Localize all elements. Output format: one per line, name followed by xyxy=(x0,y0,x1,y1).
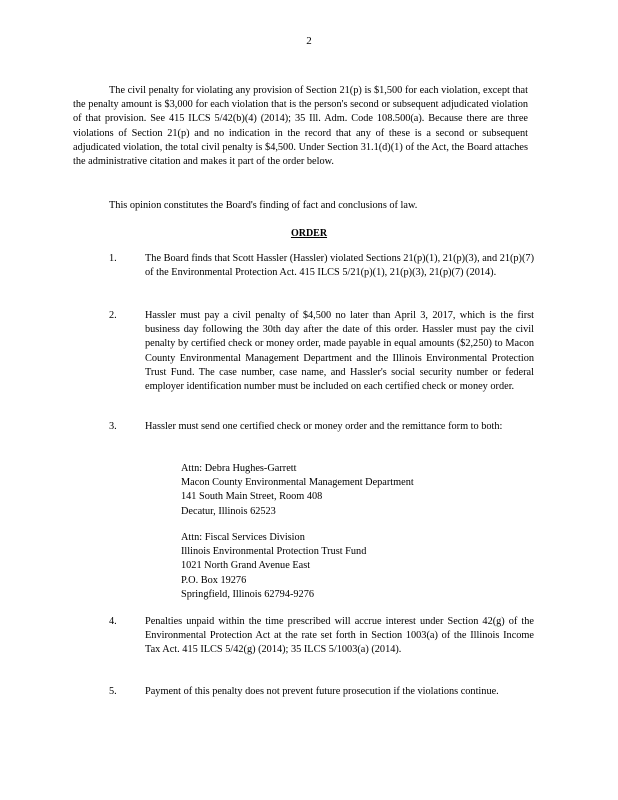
item-number: 2. xyxy=(109,310,117,321)
item-text: Penalties unpaid within the time prescribed will accrue interest under Section 42(g) of the Environmental Protection Act at the rate set forth in Section 1003(a) of the Illinois Income Tax Act. 415 ILCS 5/42(g) (2014); 35 ILCS 5/1003(a) (2014). xyxy=(145,616,534,656)
address-line: Macon County Environmental Management Department xyxy=(181,477,414,489)
item-text: Payment of this penalty does not prevent future prosecution if the violations continue. xyxy=(145,686,499,697)
address-block-macon xyxy=(181,462,414,519)
order-item-4 xyxy=(109,615,534,658)
order-heading-text: ORDER xyxy=(290,228,328,239)
address-line: 1021 North Grand Avenue East xyxy=(181,560,311,572)
page-number: 2 xyxy=(306,35,312,47)
order-item-3 xyxy=(109,420,534,434)
address-block-trust-fund xyxy=(181,531,366,602)
item-text: The Board finds that Scott Hassler (Hassler) violated Sections 21(p)(1), 21(p)(3), and 21(p)(7) of the Environmental Protection Act. 415 ILCS 5/21(p)(1), 21(p)(3), 21(p)(7) (2014). xyxy=(145,253,534,279)
intro-paragraph: The civil penalty for violating any provision of Section 21(p) is $1,500 for each violation, except that the penalty amount is $3,000 for each violation that is the person's second or subsequent adjudicated violation of that provision. See 415 ILCS 5/42(b)(4) (2014); 35 Ill. Adm. Code 108.500(a). Because there are three violations of Section 21(p) and no indication in the record that any of these is a second or subsequent adjudicated violation, the total civil penalty is $4,500. Under Section 31.1(d)(1) of the Act, the Board attaches the administrative citation and makes it part of the order below. xyxy=(73,85,528,168)
order-item-5 xyxy=(109,685,534,699)
order-item-2 xyxy=(109,309,534,394)
address-line: Illinois Environmental Protection Trust Fund xyxy=(181,546,367,558)
item-number: 1. xyxy=(109,253,117,264)
address-line: Attn: Debra Hughes-Garrett xyxy=(181,463,297,474)
order-heading xyxy=(0,228,618,239)
item-number: 5. xyxy=(109,686,117,697)
address-line: Decatur, Illinois 62523 xyxy=(181,505,276,517)
address-line: 141 South Main Street, Room 408 xyxy=(181,491,323,503)
address-line: Springfield, Illinois 62794-9276 xyxy=(181,588,314,600)
address-line: P.O. Box 19276 xyxy=(181,574,247,586)
item-text: Hassler must pay a civil penalty of $4,500 no later than April 3, 2017, which is the first business day following the 30th day after the date of this order. Hassler must pay the civil penalty by certified check or money order, made payable in equal amounts ($2,250) to Macon County Environmental Management Department and the Illinois Environmental Protection Trust Fund. The case number, case name, and Hassler's social security number or federal employer identification number must be included on each certified check or money order. xyxy=(145,310,534,393)
item-text: Hassler must send one certified check or money order and the remittance form to both: xyxy=(145,421,503,432)
opinion-statement: This opinion constitutes the Board's finding of fact and conclusions of law. xyxy=(109,200,418,211)
address-line: Attn: Fiscal Services Division xyxy=(181,532,305,543)
item-number: 3. xyxy=(109,421,117,432)
item-number: 4. xyxy=(109,616,117,627)
order-item-1 xyxy=(109,252,534,280)
